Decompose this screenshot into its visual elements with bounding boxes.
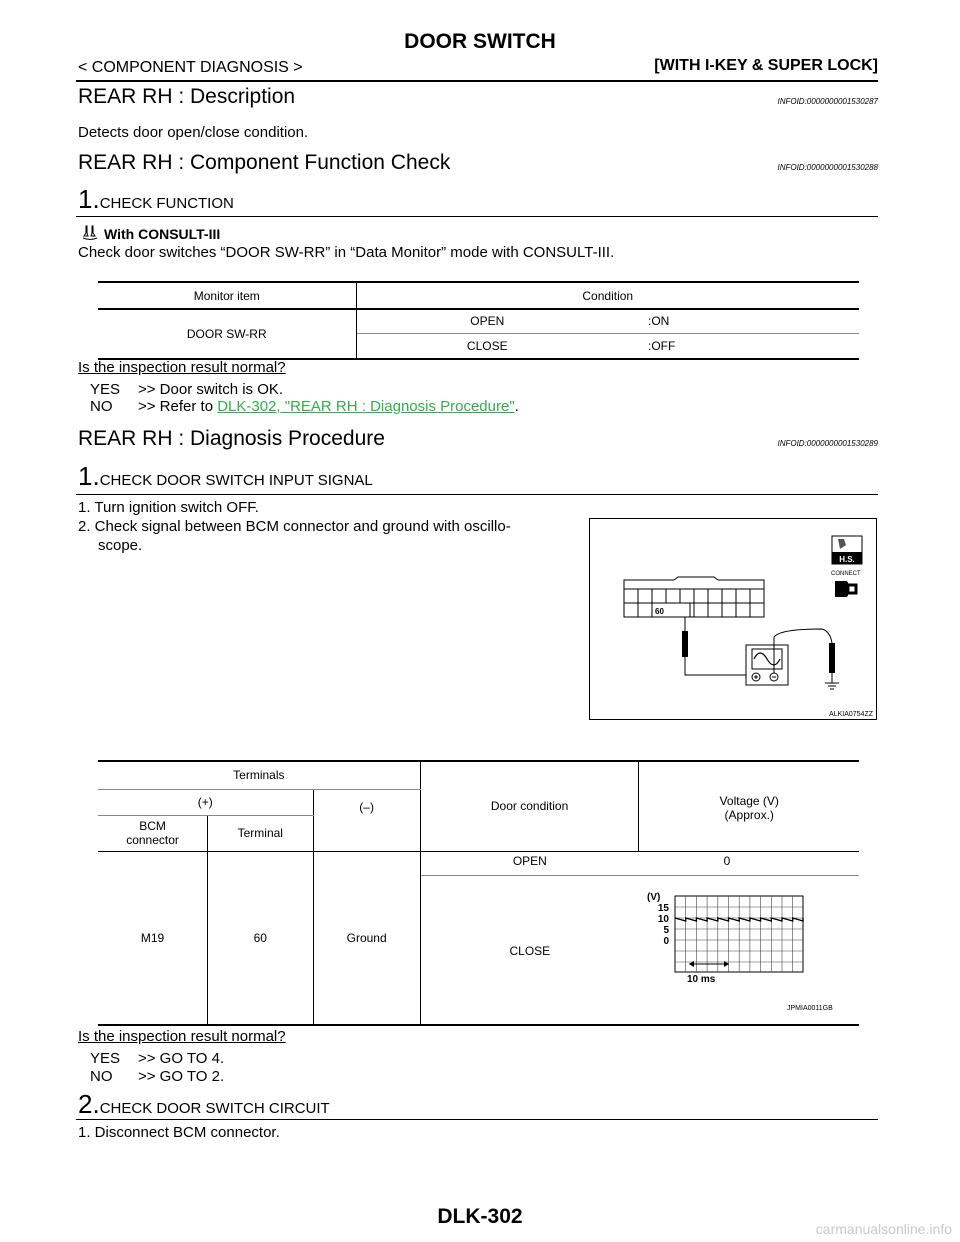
ground-cell: Ground <box>313 851 420 1025</box>
page-number: DLK-302 <box>437 1205 523 1228</box>
consult-tool-icon <box>80 224 100 242</box>
step-title: CHECK DOOR SWITCH INPUT SIGNAL <box>99 472 373 489</box>
monitor-item-cell: DOOR SW-RR <box>98 309 356 359</box>
watermark: carmanualsonline.info <box>815 1221 952 1237</box>
graph-y-label: 15 <box>657 902 669 914</box>
step-number: 1. <box>78 461 100 491</box>
condition-value: :ON <box>648 314 670 329</box>
inspection-question: Is the inspection result normal? <box>78 359 286 376</box>
no-text: >> GO TO 2. <box>138 1068 225 1085</box>
step-check-function <box>78 184 234 215</box>
yes-label: YES <box>90 381 121 398</box>
minus-header: (–) <box>313 789 420 851</box>
plus-header: (+) <box>98 789 313 815</box>
connector-icon <box>835 581 856 597</box>
diagnosis-heading: REAR RH : Diagnosis Procedure <box>78 427 385 450</box>
graph-code: JPMIA0011GB <box>786 1004 833 1012</box>
probe-positive <box>682 631 688 657</box>
description-heading: REAR RH : Description <box>78 85 296 108</box>
graph-signal <box>675 918 803 921</box>
monitor-table <box>98 281 859 360</box>
voltage-header: Voltage (V) (Approx.) <box>639 761 859 851</box>
diagnosis-infoid: INFOID:0000000001530289 <box>777 439 878 448</box>
function-check-heading: REAR RH : Component Function Check <box>78 151 451 174</box>
variant-label: [WITH I-KEY & SUPER LOCK] <box>654 57 878 74</box>
function-check-infoid: INFOID:0000000001530288 <box>777 163 878 172</box>
condition-value: :OFF <box>648 338 676 353</box>
open-voltage: 0 <box>723 853 731 868</box>
harness-side-icon <box>832 536 862 564</box>
step-title: CHECK DOOR SWITCH CIRCUIT <box>99 1100 330 1117</box>
graph-y-label: 10 <box>657 913 669 925</box>
no-label: NO <box>90 398 113 415</box>
graph-unit: (V) <box>646 891 661 903</box>
step-check-circuit <box>78 1089 330 1120</box>
no-text: >> Refer to DLK-302, "REAR RH : Diagnosis Procedure". <box>138 398 519 415</box>
oscilloscope-icon <box>746 645 788 685</box>
yes-text: >> GO TO 4. <box>138 1050 225 1067</box>
consult-label: With CONSULT-III <box>104 226 221 242</box>
step-rule <box>76 216 878 217</box>
close-voltage-graph <box>639 875 859 1025</box>
inspection-question: Is the inspection result normal? <box>78 1028 286 1045</box>
header-rule <box>76 80 878 82</box>
graph-grid <box>675 896 803 972</box>
oscilloscope-figure <box>589 518 877 720</box>
probe-negative <box>829 643 835 673</box>
instruction-line: 1. Turn ignition switch OFF. <box>78 499 259 516</box>
condition-header: Condition <box>582 288 634 303</box>
ground-icon <box>825 683 839 689</box>
step-title: CHECK FUNCTION <box>99 195 234 212</box>
yes-text: >> Door switch is OK. <box>138 381 284 398</box>
diagnosis-procedure-link[interactable]: DLK-302, "REAR RH : Diagnosis Procedure" <box>217 398 515 415</box>
consult-instruction: Check door switches “DOOR SW-RR” in “Data Monitor” mode with CONSULT-III. <box>78 244 615 261</box>
step-rule <box>76 494 878 495</box>
terminals-table <box>98 760 859 1026</box>
step-rule <box>76 1119 878 1120</box>
monitor-item-header: Monitor item <box>98 282 356 309</box>
bcm-connector <box>624 577 764 617</box>
description-text: Detects door open/close condition. <box>78 124 309 141</box>
bcm-connector-header: BCM connector <box>98 815 208 851</box>
step-number: 1. <box>78 184 100 214</box>
graph-y-label: 5 <box>663 924 669 936</box>
section-label: < COMPONENT DIAGNOSIS > <box>78 59 303 76</box>
instruction-line: 2. Check signal between BCM connector and ground with oscillo- <box>78 518 511 535</box>
hs-label: H.S. <box>839 555 855 564</box>
door-condition-header: Door condition <box>420 761 639 851</box>
connector-cell: M19 <box>98 851 208 1025</box>
page-title: DOOR SWITCH <box>404 30 556 53</box>
graph-y-label: 0 <box>663 935 669 947</box>
figure-code: ALKIA0754ZZ <box>829 711 873 718</box>
condition-state: CLOSE <box>466 338 508 353</box>
yes-label: YES <box>90 1050 121 1067</box>
connect-label: CONNECT <box>831 571 861 577</box>
graph-time-label: 10 ms <box>686 973 716 985</box>
pin-label: 60 <box>655 607 664 616</box>
instruction-line: 1. Disconnect BCM connector. <box>78 1124 280 1141</box>
terminals-header: Terminals <box>98 761 420 789</box>
step-check-input-signal <box>78 461 373 492</box>
description-infoid: INFOID:0000000001530287 <box>777 97 878 106</box>
no-label: NO <box>90 1068 113 1085</box>
terminal-header: Terminal <box>208 815 313 851</box>
condition-state: OPEN <box>470 314 505 329</box>
open-condition: OPEN <box>512 853 547 868</box>
close-condition: CLOSE <box>509 943 551 958</box>
terminal-cell: 60 <box>208 851 313 1025</box>
step-number: 2. <box>78 1089 100 1119</box>
instruction-line: scope. <box>98 537 143 554</box>
